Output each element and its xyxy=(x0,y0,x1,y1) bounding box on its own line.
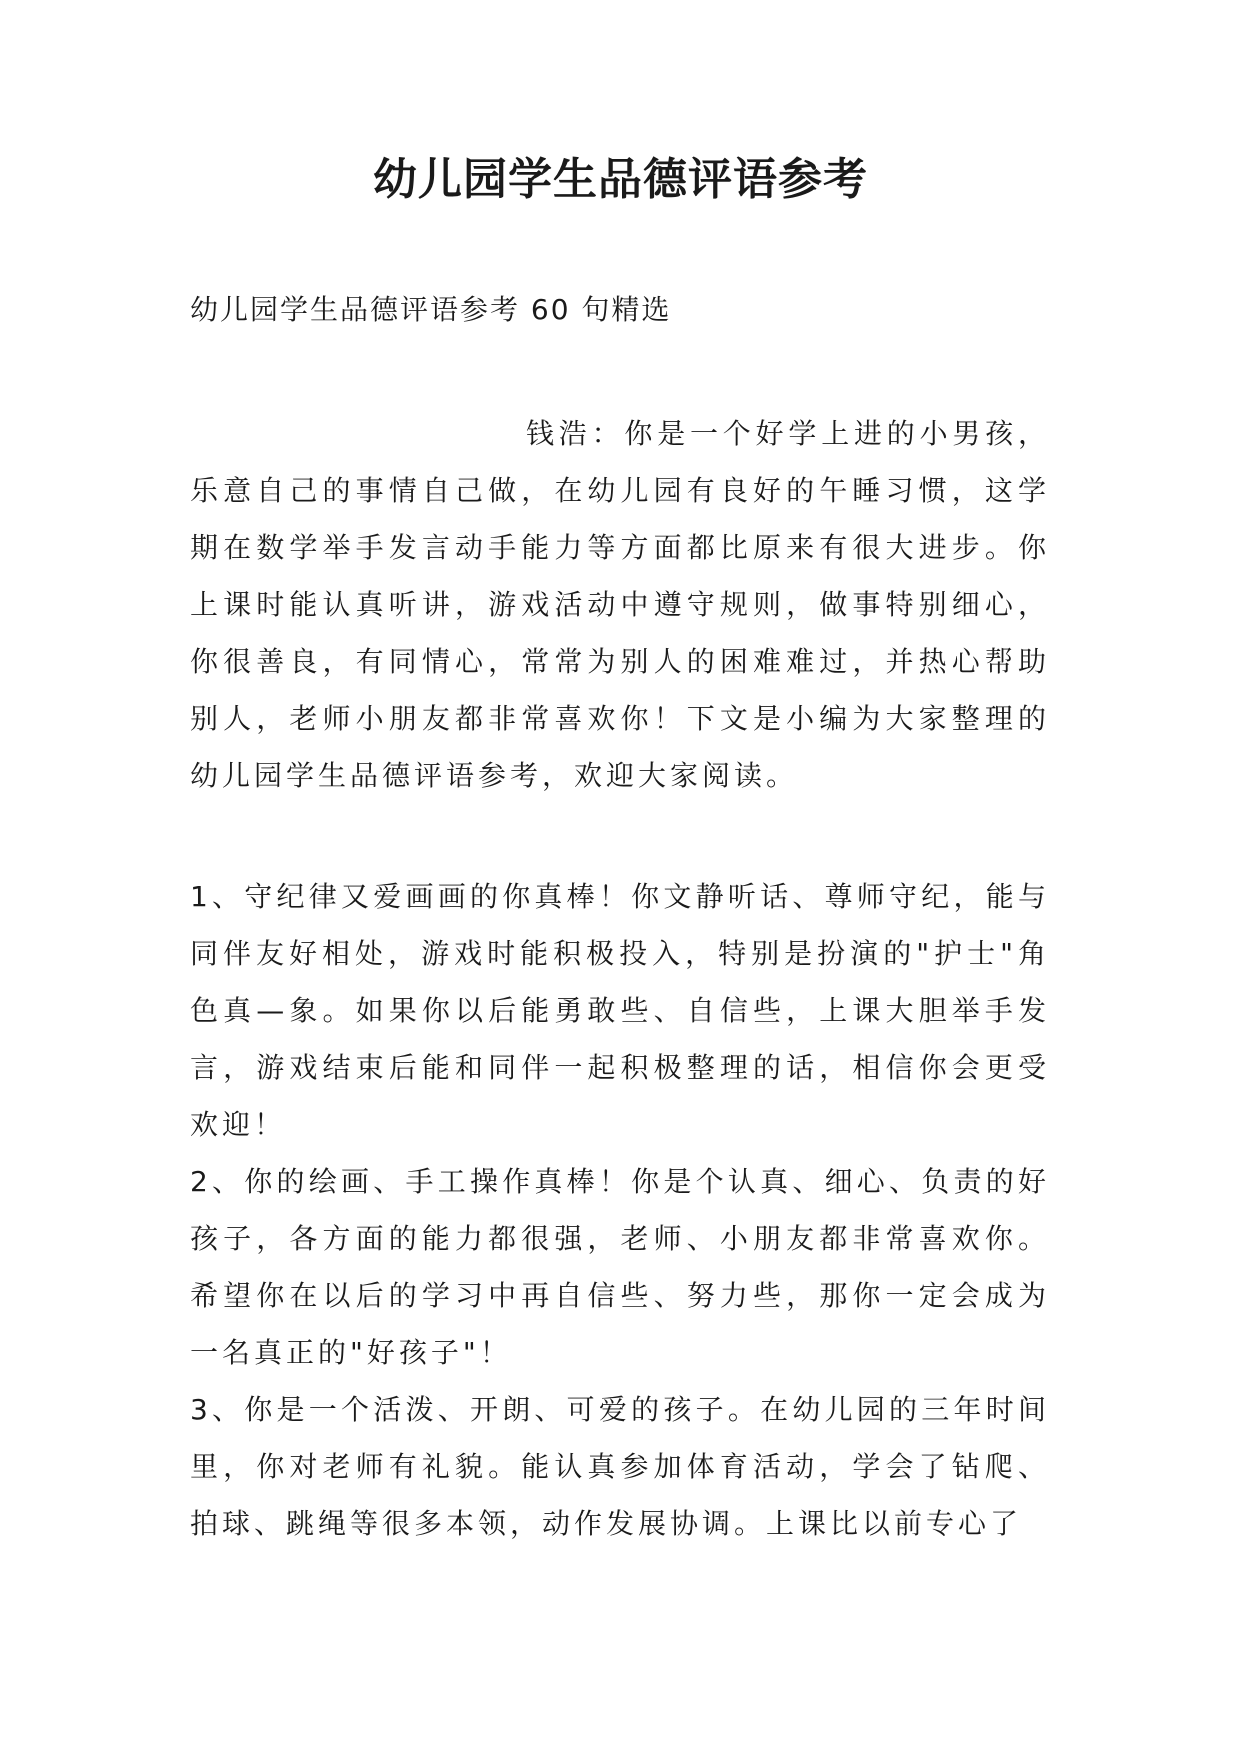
comment-list xyxy=(190,868,1050,1552)
list-item: 3、你是一个活泼、开朗、可爱的孩子。在幼儿园的三年时间里，你对老师有礼貌。能认真参加体育活动，学会了钻爬、拍球、跳绳等很多本领，动作发展协调。上课比以前专心了 xyxy=(190,1393,1050,1540)
document-title: 幼儿园学生品德评语参考 xyxy=(373,154,868,205)
list-item: 2、你的绘画、手工操作真棒！你是个认真、细心、负责的好孩子，各方面的能力都很强，老师、小朋友都非常喜欢你。希望你在以后的学习中再自信些、努力些，那你一定会成为一名真正的"好孩子"！ xyxy=(190,1165,1050,1369)
document-subtitle: 幼儿园学生品德评语参考 60 句精选 xyxy=(190,293,672,326)
intro-paragraph: 钱浩：你是一个好学上进的小男孩，乐意自己的事情自己做，在幼儿园有良好的午睡习惯，这学期在数学举手发言动手能力等方面都比原来有很大进步。你上课时能认真听讲，游戏活动中遵守规则，做事特别细心，你很善良，有同情心，常常为别人的困难难过，并热心帮助别人，老师小朋友都非常喜欢你！下文是小编为大家整理的幼儿园学生品德评语参考，欢迎大家阅读。 xyxy=(190,417,1050,792)
list-item: 1、守纪律又爱画画的你真棒！你文静听话、尊师守纪，能与同伴友好相处，游戏时能积极投入，特别是扮演的"护士"角色真—象。如果你以后能勇敢些、自信些，上课大胆举手发言，游戏结束后能和同伴一起积极整理的话，相信你会更受欢迎！ xyxy=(190,880,1050,1141)
